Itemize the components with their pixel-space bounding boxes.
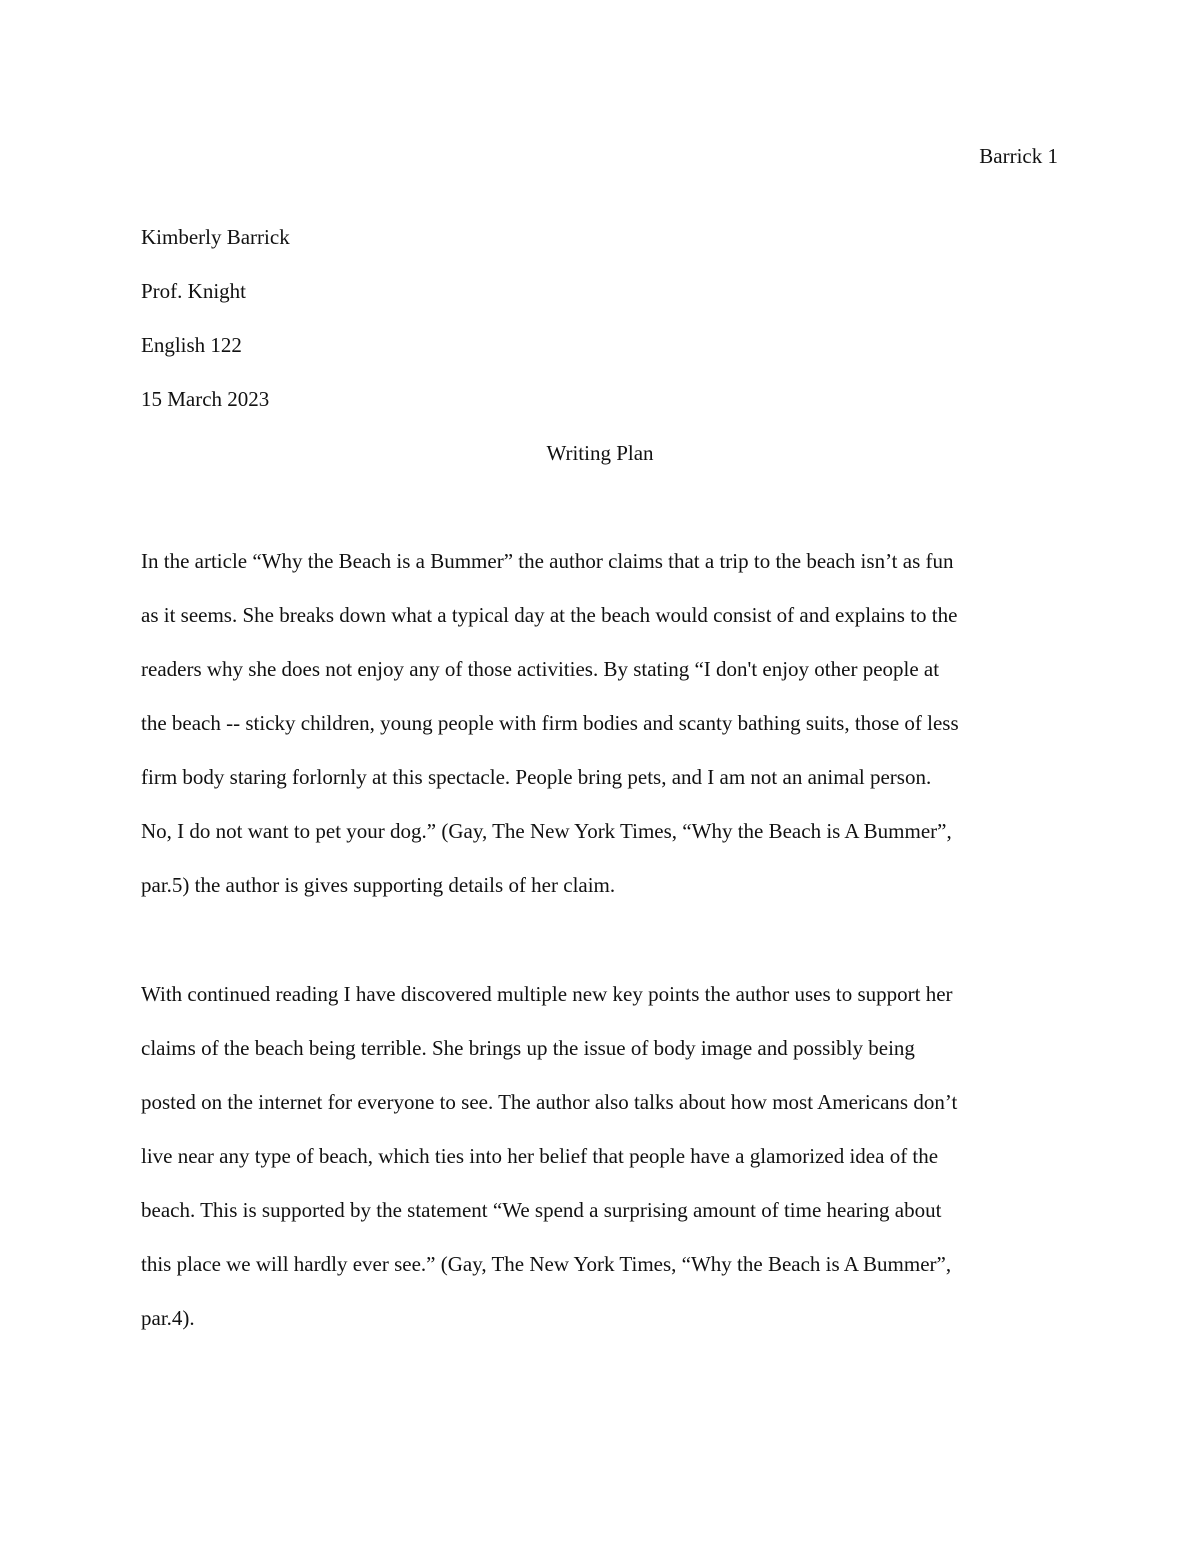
paragraph-line: beach. This is supported by the statement “We spend a surprising amount of time hearing about (141, 1198, 942, 1222)
running-head: Barrick 1 (979, 144, 1058, 168)
paragraph-line: In the article “Why the Beach is a Bummer” the author claims that a trip to the beach isn’t as fun (141, 549, 954, 573)
course-name: English 122 (141, 333, 242, 357)
paragraph-line: par.4). (141, 1306, 195, 1330)
paragraph-line: par.5) the author is gives supporting details of her claim. (141, 873, 616, 897)
paragraph-line: the beach -- sticky children, young people with firm bodies and scanty bathing suits, those of less (141, 711, 959, 735)
paragraph-line: as it seems. She breaks down what a typical day at the beach would consist of and explains to the (141, 603, 958, 627)
document-title: Writing Plan (546, 441, 654, 465)
paragraph-line: firm body staring forlornly at this spectacle. People bring pets, and I am not an animal person. (141, 765, 932, 789)
paragraph-line: claims of the beach being terrible. She brings up the issue of body image and possibly being (141, 1036, 915, 1060)
document-date: 15 March 2023 (141, 387, 270, 411)
paragraph-line: readers why she does not enjoy any of those activities. By stating “I don't enjoy other people at (141, 657, 940, 681)
paragraph-line: With continued reading I have discovered multiple new key points the author uses to support her (141, 982, 953, 1006)
paragraph-line: this place we will hardly ever see.” (Gay, The New York Times, “Why the Beach is A Bummer”, (141, 1252, 952, 1276)
paragraph-line: posted on the internet for everyone to see. The author also talks about how most Americans don’t (141, 1090, 958, 1114)
paragraph-line: live near any type of beach, which ties into her belief that people have a glamorized idea of the (141, 1144, 939, 1168)
student-name: Kimberly Barrick (141, 225, 290, 249)
professor-name: Prof. Knight (141, 279, 246, 303)
paragraph-line: No, I do not want to pet your dog.” (Gay, The New York Times, “Why the Beach is A Bummer”, (141, 819, 952, 843)
